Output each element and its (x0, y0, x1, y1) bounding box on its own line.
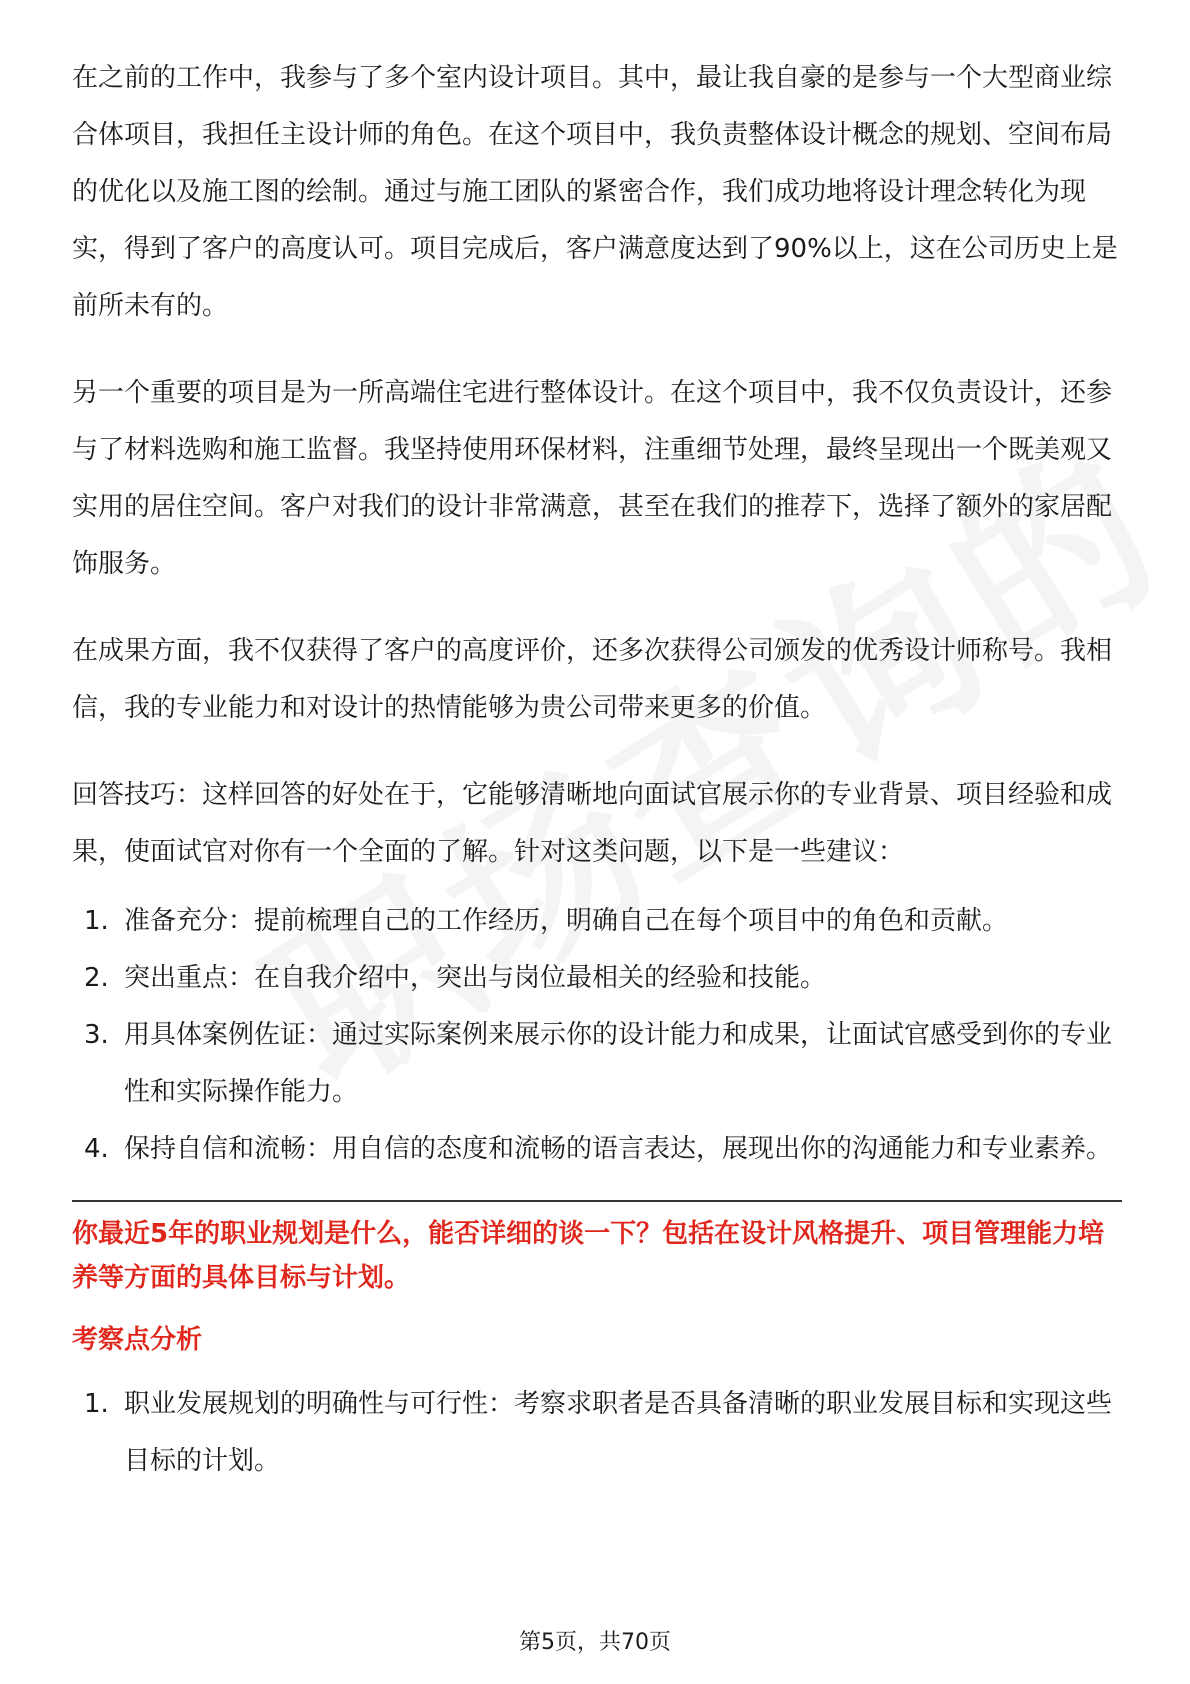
page-content (72, 50, 1122, 1490)
list-number: 4. (84, 1134, 109, 1164)
list-text: 准备充分：提前梳理自己的工作经历，明确自己在每个项目中的角色和贡献。 (124, 906, 1009, 936)
tips-list (72, 893, 1122, 1178)
analysis-list (72, 1376, 1122, 1490)
list-number: 1. (84, 1389, 109, 1419)
analysis-heading: 考察点分析 (72, 1325, 203, 1355)
list-number: 1. (84, 906, 109, 936)
paragraph-project-2: 另一个重要的项目是为一所高端住宅进行整体设计。在这个项目中，我不仅负责设计，还参与了材料选购和施工监督。我坚持使用环保材料，注重细节处理，最终呈现出一个既美观又实用的居住空间。客户对我们的设计非常满意，甚至在我们的推荐下，选择了额外的家居配饰服务。 (72, 378, 1113, 579)
list-text: 职业发展规划的明确性与可行性：考察求职者是否具备清晰的职业发展目标和实现这些目标的计划。 (124, 1389, 1113, 1476)
list-item (72, 893, 1122, 950)
paragraph-project-1: 在之前的工作中，我参与了多个室内设计项目。其中，最让我自豪的是参与一个大型商业综合体项目，我担任主设计师的角色。在这个项目中，我负责整体设计概念的规划、空间布局的优化以及施工图的绘制。通过与施工团队的紧密合作，我们成功地将设计理念转化为现实，得到了客户的高度认可。项目完成后，客户满意度达到了90%以上，这在公司历史上是前所未有的。 (72, 63, 1118, 321)
list-number: 2. (84, 963, 109, 993)
list-item (72, 1121, 1122, 1178)
list-text: 用具体案例佐证：通过实际案例来展示你的设计能力和成果，让面试官感受到你的专业性和实际操作能力。 (124, 1020, 1113, 1107)
list-number: 3. (84, 1020, 109, 1050)
interview-question: 你最近5年的职业规划是什么，能否详细的谈一下？包括在设计风格提升、项目管理能力培养等方面的具体目标与计划。 (72, 1219, 1105, 1293)
list-item (72, 1376, 1122, 1490)
page-footer: 第5页，共70页 (519, 1630, 671, 1655)
list-text: 突出重点：在自我介绍中，突出与岗位最相关的经验和技能。 (124, 963, 827, 993)
section-divider (72, 1200, 1122, 1202)
list-text: 保持自信和流畅：用自信的态度和流畅的语言表达，展现出你的沟通能力和专业素养。 (124, 1134, 1113, 1164)
paragraph-achievements: 在成果方面，我不仅获得了客户的高度评价，还多次获得公司颁发的优秀设计师称号。我相信，我的专业能力和对设计的热情能够为贵公司带来更多的价值。 (72, 636, 1113, 723)
paragraph-answer-tips: 回答技巧：这样回答的好处在于，它能够清晰地向面试官展示你的专业背景、项目经验和成果，使面试官对你有一个全面的了解。针对这类问题，以下是一些建议： (72, 780, 1113, 867)
list-item (72, 1007, 1122, 1121)
list-item (72, 950, 1122, 1007)
